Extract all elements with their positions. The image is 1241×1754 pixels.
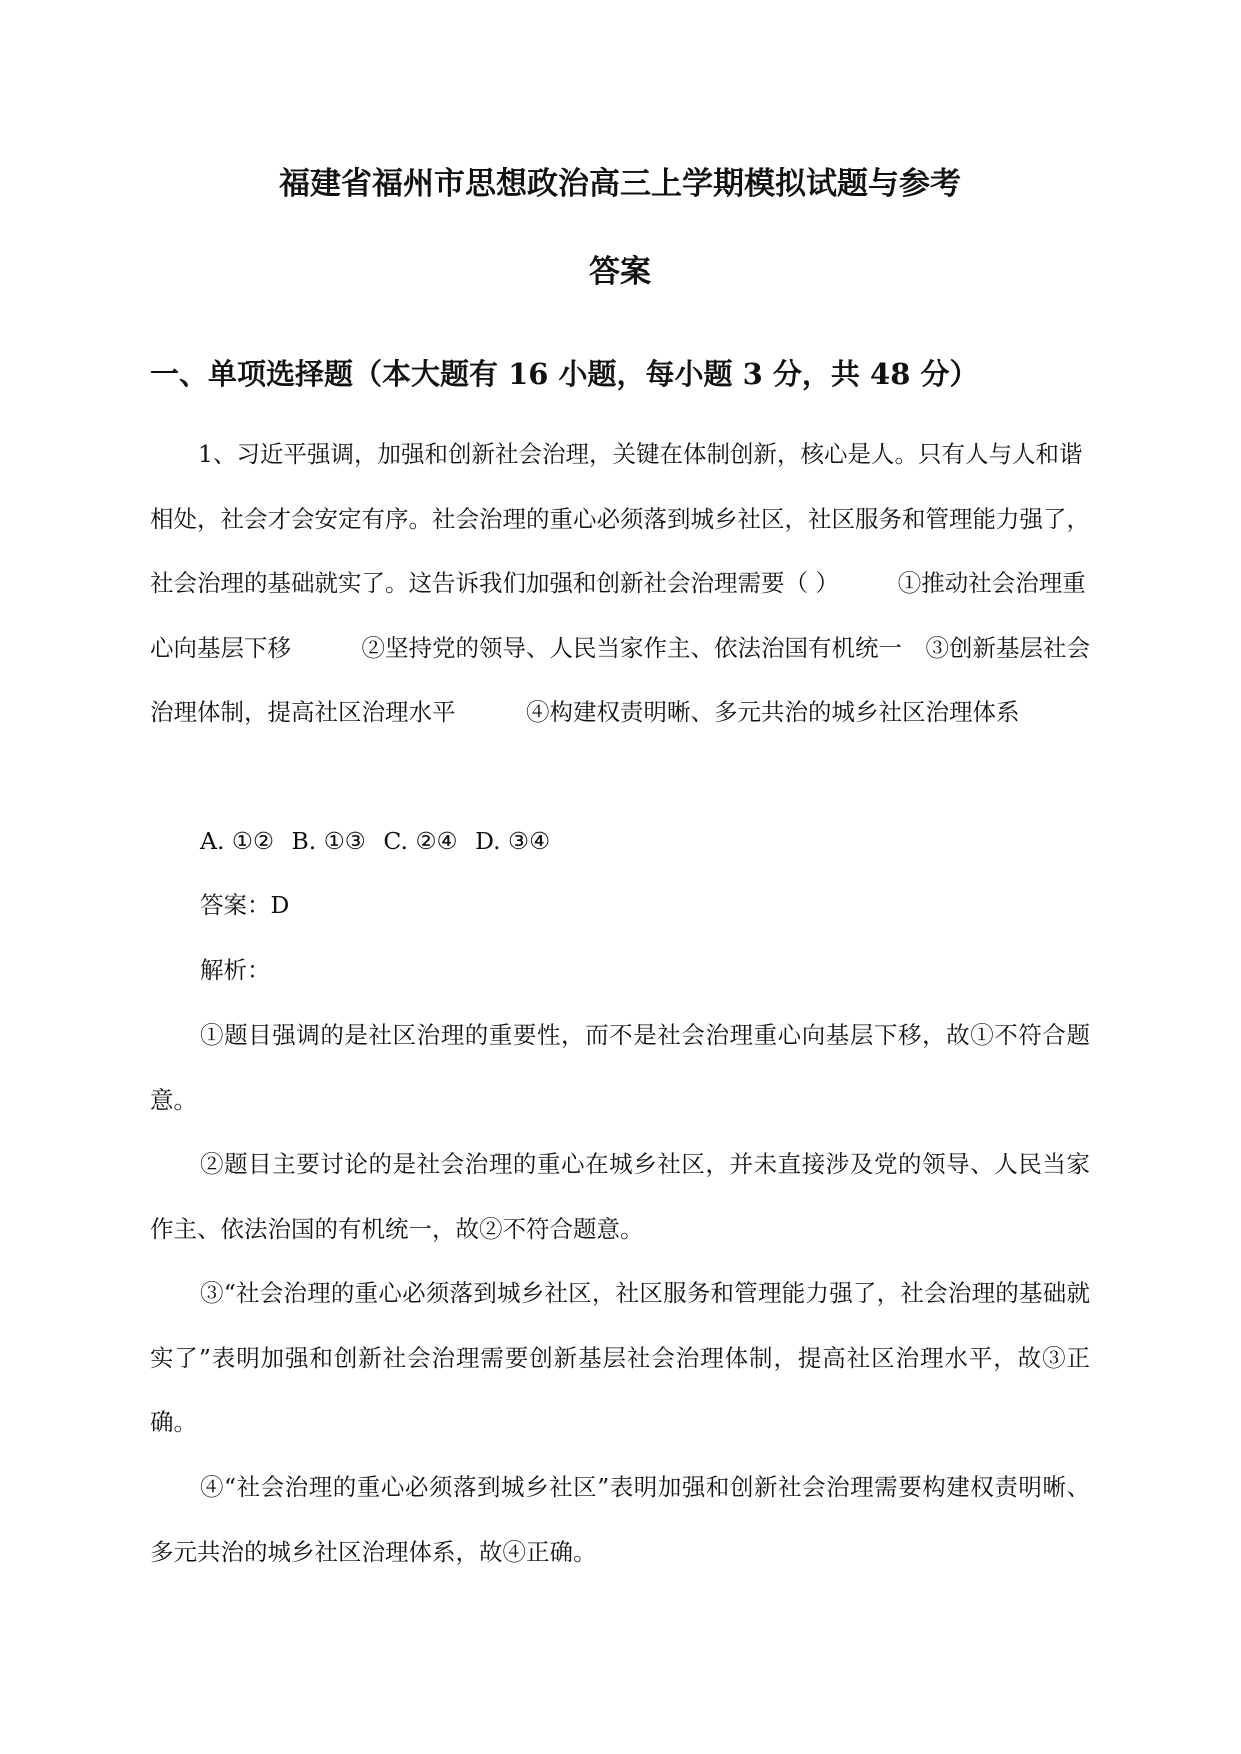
section-heading: 一、单项选择题（本大题有 16 小题，每小题 3 分，共 48 分）: [150, 357, 979, 391]
analysis-paragraph-4: ④“社会治理的重心必须落到城乡社区”表明加强和创新社会治理需要构建权责明晰、多元共治的城乡社区治理体系，故④正确。: [150, 1473, 1090, 1566]
option-d: D. ③④: [475, 827, 551, 855]
document-title-line2: 答案: [589, 254, 651, 290]
question-1-analysis-label: 解析：: [200, 956, 271, 984]
analysis-paragraph-3: ③“社会治理的重心必须落到城乡社区，社区服务和管理能力强了，社会治理的基础就实了”表明加强和创新社会治理需要创新基层社会治理体制，提高社区治理水平，故③正确。: [150, 1279, 1090, 1436]
question-1-options: [200, 809, 560, 874]
option-c: C. ②④: [383, 827, 458, 855]
question-1-stem: 1、习近平强调，加强和创新社会治理，关键在体制创新，核心是人。只有人与人和谐相处，社会才会安定有序。社会治理的重心必须落到城乡社区，社区服务和管理能力强了，社会治理的基础就实了。这告诉我们加强和创新社会治理需要（ ） ①推动社会治理重心向基层下移 ②坚持党的领导、人民当家作主、依法治国有机统一 ③创新基层社会治理体制，提高社区治理水平 ④构建权责明晰、多元共治的城乡社区治理体系: [150, 440, 1090, 726]
analysis-paragraph-1: ①题目强调的是社区治理的重要性，而不是社会治理重心向基层下移，故①不符合题意。: [150, 1021, 1090, 1114]
document-title-line1: 福建省福州市思想政治高三上学期模拟试题与参考: [279, 166, 961, 202]
question-1-answer: 答案：D: [200, 891, 290, 919]
analysis-paragraph-2: ②题目主要讨论的是社会治理的重心在城乡社区，并未直接涉及党的领导、人民当家作主、依法治国的有机统一，故②不符合题意。: [150, 1150, 1090, 1243]
option-a: A. ①②: [200, 827, 275, 855]
option-b: B. ①③: [291, 827, 366, 855]
